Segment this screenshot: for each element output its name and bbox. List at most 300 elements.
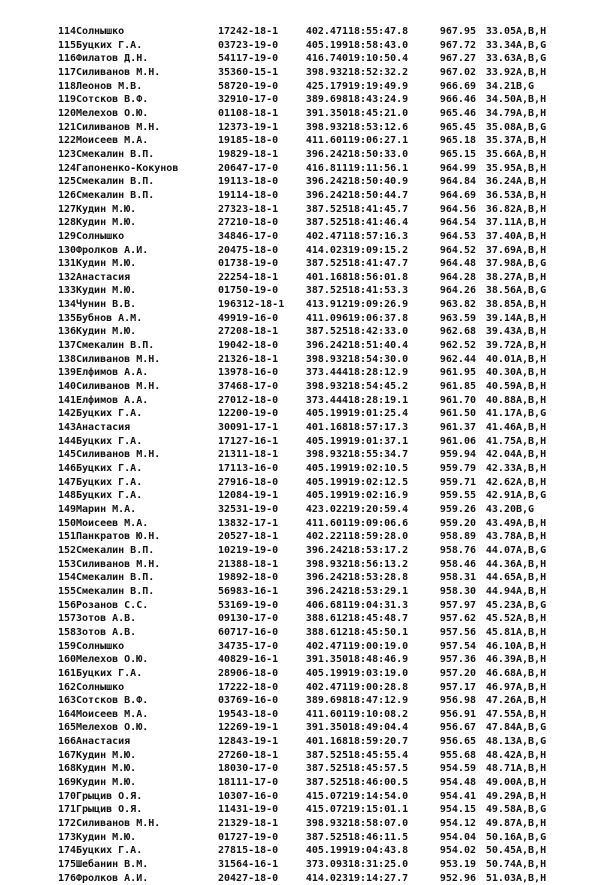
- place-number-cell: 121: [57, 121, 76, 133]
- place-number-cell: 122: [57, 135, 76, 147]
- owner-name-cell: Силиванов М.Н.: [76, 66, 161, 78]
- coefficient-cell: 49.00: [485, 777, 516, 789]
- speed-cell: 961.37: [439, 422, 476, 434]
- coefficient-cell: 38.27: [485, 271, 516, 283]
- arrival-time-cell: 19:15:01.1: [348, 804, 409, 816]
- coefficient-cell: 36.82: [485, 203, 516, 215]
- table-row: [52, 25, 562, 39]
- ring-number-cell: 56983-16-1: [218, 585, 279, 597]
- arrival-time-cell: 19:20:59.4: [348, 503, 409, 515]
- place-number-cell: 157: [57, 613, 76, 625]
- owner-name-cell: Леонов М.В.: [76, 80, 143, 92]
- coefficient-cell: 37.69: [485, 244, 516, 256]
- place-number-cell: 155: [57, 585, 76, 597]
- coefficient-cell: 39.14: [485, 312, 516, 324]
- speed-cell: 965.46: [439, 107, 476, 119]
- owner-name-cell: Силиванов М.Н.: [76, 818, 161, 830]
- owner-name-cell: Елфимов А.А.: [76, 394, 149, 406]
- speed-cell: 967.02: [439, 66, 476, 78]
- coefficient-cell: 42.91: [485, 490, 516, 502]
- owner-name-cell: Кудин М.Ю.: [76, 326, 137, 338]
- table-row: [52, 257, 562, 271]
- table-row: [52, 230, 562, 244]
- arrival-time-cell: 18:50:44.7: [348, 189, 409, 201]
- groups-cell: A,B,H: [516, 66, 547, 78]
- place-number-cell: 173: [57, 831, 76, 843]
- speed-cell: 961.50: [439, 408, 476, 420]
- distance-cell: 405.199: [305, 476, 348, 488]
- speed-cell: 966.46: [439, 94, 476, 106]
- coefficient-cell: 39.43: [485, 326, 516, 338]
- groups-cell: A,B,H: [516, 708, 547, 720]
- coefficient-cell: 47.55: [485, 708, 516, 720]
- ring-number-cell: 01727-19-0: [218, 831, 279, 843]
- ring-number-cell: 196312-18-1: [218, 299, 285, 311]
- table-row: [52, 148, 562, 162]
- groups-cell: A,B,H: [516, 148, 547, 160]
- table-row: [52, 858, 562, 872]
- coefficient-cell: 39.72: [485, 340, 516, 352]
- arrival-time-cell: 18:50:40.9: [348, 176, 409, 188]
- speed-cell: 959.71: [439, 476, 476, 488]
- owner-name-cell: Мелехов О.Ю.: [76, 722, 149, 734]
- speed-cell: 957.97: [439, 599, 476, 611]
- ring-number-cell: 19113-18-0: [218, 176, 279, 188]
- distance-cell: 396.242: [305, 176, 348, 188]
- place-number-cell: 143: [57, 422, 76, 434]
- place-number-cell: 172: [57, 818, 76, 830]
- owner-name-cell: Солнышко: [76, 640, 125, 652]
- ring-number-cell: 20427-18-0: [218, 872, 279, 884]
- ring-number-cell: 27012-18-0: [218, 394, 279, 406]
- groups-cell: B,G: [516, 503, 535, 515]
- ring-number-cell: 12200-19-0: [218, 408, 279, 420]
- place-number-cell: 115: [57, 39, 76, 51]
- speed-cell: 961.06: [439, 435, 476, 447]
- arrival-time-cell: 18:51:40.4: [348, 340, 409, 352]
- speed-cell: 955.68: [439, 749, 476, 761]
- place-number-cell: 116: [57, 53, 76, 65]
- speed-cell: 964.48: [439, 258, 476, 270]
- coefficient-cell: 46.68: [485, 667, 516, 679]
- speed-cell: 954.41: [439, 790, 476, 802]
- distance-cell: 401.168: [305, 422, 348, 434]
- arrival-time-cell: 19:14:27.7: [348, 872, 409, 884]
- arrival-time-cell: 18:49:04.4: [348, 722, 409, 734]
- ring-number-cell: 19892-18-0: [218, 572, 279, 584]
- place-number-cell: 141: [57, 394, 76, 406]
- groups-cell: A,B,H: [516, 244, 547, 256]
- table-row: [52, 162, 562, 176]
- speed-cell: 964.84: [439, 176, 476, 188]
- table-row: [52, 298, 562, 312]
- coefficient-cell: 34.50: [485, 94, 516, 106]
- table-row: [52, 694, 562, 708]
- place-number-cell: 154: [57, 572, 76, 584]
- owner-name-cell: Кудин М.Ю.: [76, 258, 137, 270]
- table-row: [52, 708, 562, 722]
- arrival-time-cell: 18:58:43.0: [348, 39, 409, 51]
- owner-name-cell: Грыцив О.Я.: [76, 790, 143, 802]
- distance-cell: 373.444: [305, 394, 348, 406]
- place-number-cell: 175: [57, 859, 76, 871]
- table-row: [52, 503, 562, 517]
- ring-number-cell: 21388-18-1: [218, 558, 279, 570]
- place-number-cell: 120: [57, 107, 76, 119]
- groups-cell: A,B,H: [516, 531, 547, 543]
- arrival-time-cell: 19:14:54.0: [348, 790, 409, 802]
- arrival-time-cell: 18:53:29.1: [348, 585, 409, 597]
- speed-cell: 967.27: [439, 53, 476, 65]
- distance-cell: 416.740: [305, 53, 348, 65]
- ring-number-cell: 32531-19-0: [218, 503, 279, 515]
- owner-name-cell: Солнышко: [76, 681, 125, 693]
- groups-cell: A,B,H: [516, 572, 547, 584]
- coefficient-cell: 44.07: [485, 544, 516, 556]
- ring-number-cell: 35360-15-1: [218, 66, 279, 78]
- table-row: [52, 667, 562, 681]
- groups-cell: A,B,H: [516, 859, 547, 871]
- groups-cell: A,B,G: [516, 831, 547, 843]
- place-number-cell: 150: [57, 517, 76, 529]
- coefficient-cell: 43.78: [485, 531, 516, 543]
- speed-cell: 958.30: [439, 585, 476, 597]
- table-row: [52, 790, 562, 804]
- arrival-time-cell: 18:53:12.6: [348, 121, 409, 133]
- ring-number-cell: 32910-17-0: [218, 94, 279, 106]
- speed-cell: 954.15: [439, 804, 476, 816]
- table-row: [52, 831, 562, 845]
- coefficient-cell: 44.94: [485, 585, 516, 597]
- table-row: [52, 39, 562, 53]
- owner-name-cell: Зотов А.В.: [76, 626, 137, 638]
- coefficient-cell: 46.97: [485, 681, 516, 693]
- owner-name-cell: Солнышко: [76, 230, 125, 242]
- ring-number-cell: 03769-16-0: [218, 695, 279, 707]
- distance-cell: 388.612: [305, 626, 348, 638]
- arrival-time-cell: 18:58:07.0: [348, 818, 409, 830]
- arrival-time-cell: 18:45:48.7: [348, 613, 409, 625]
- distance-cell: 398.932: [305, 353, 348, 365]
- distance-cell: 387.525: [305, 763, 348, 775]
- arrival-time-cell: 18:55:47.8: [348, 26, 409, 37]
- groups-cell: A,B,G: [516, 804, 547, 816]
- speed-cell: 958.31: [439, 572, 476, 584]
- groups-cell: A,B,H: [516, 312, 547, 324]
- coefficient-cell: 50.74: [485, 859, 516, 871]
- speed-cell: 956.67: [439, 722, 476, 734]
- speed-cell: 954.12: [439, 818, 476, 830]
- speed-cell: 958.76: [439, 544, 476, 556]
- distance-cell: 373.093: [305, 859, 348, 871]
- ring-number-cell: 27208-18-1: [218, 326, 279, 338]
- distance-cell: 398.932: [305, 121, 348, 133]
- place-number-cell: 129: [57, 230, 76, 242]
- speed-cell: 954.59: [439, 763, 476, 775]
- groups-cell: A,B,H: [516, 845, 547, 857]
- arrival-time-cell: 18:47:12.9: [348, 695, 409, 707]
- owner-name-cell: Смекалин В.П.: [76, 572, 155, 584]
- distance-cell: 387.525: [305, 749, 348, 761]
- table-row: [52, 339, 562, 353]
- speed-cell: 957.56: [439, 626, 476, 638]
- distance-cell: 387.525: [305, 831, 348, 843]
- place-number-cell: 163: [57, 695, 76, 707]
- owner-name-cell: Анастасия: [76, 736, 131, 748]
- table-row: [52, 448, 562, 462]
- coefficient-cell: 46.10: [485, 640, 516, 652]
- owner-name-cell: Гапоненко-Кокунов: [76, 162, 179, 174]
- coefficient-cell: 42.04: [485, 449, 516, 461]
- groups-cell: A,B,H: [516, 435, 547, 447]
- ring-number-cell: 21326-18-1: [218, 353, 279, 365]
- coefficient-cell: 36.53: [485, 189, 516, 201]
- table-row: [52, 216, 562, 230]
- speed-cell: 954.04: [439, 831, 476, 843]
- groups-cell: A,B,H: [516, 299, 547, 311]
- distance-cell: 396.242: [305, 340, 348, 352]
- place-number-cell: 118: [57, 80, 76, 92]
- ring-number-cell: 53169-19-0: [218, 599, 279, 611]
- groups-cell: A,B,H: [516, 654, 547, 666]
- distance-cell: 396.242: [305, 585, 348, 597]
- ring-number-cell: 18030-17-0: [218, 763, 279, 775]
- coefficient-cell: 40.01: [485, 353, 516, 365]
- place-number-cell: 128: [57, 217, 76, 229]
- groups-cell: A,B,H: [516, 326, 547, 338]
- place-number-cell: 148: [57, 490, 76, 502]
- groups-cell: A,B,G: [516, 736, 547, 748]
- groups-cell: A,B,H: [516, 217, 547, 229]
- speed-cell: 964.54: [439, 217, 476, 229]
- table-row: [52, 653, 562, 667]
- groups-cell: A,B,H: [516, 162, 547, 174]
- distance-cell: 391.350: [305, 654, 348, 666]
- table-row: [52, 476, 562, 490]
- owner-name-cell: Смекалин В.П.: [76, 585, 155, 597]
- owner-name-cell: Буцких Г.А.: [76, 490, 143, 502]
- distance-cell: 398.932: [305, 449, 348, 461]
- ring-number-cell: 60717-16-0: [218, 626, 279, 638]
- place-number-cell: 153: [57, 558, 76, 570]
- groups-cell: A,B,H: [516, 681, 547, 693]
- place-number-cell: 140: [57, 381, 76, 393]
- distance-cell: 389.698: [305, 94, 348, 106]
- owner-name-cell: Буцких Г.А.: [76, 39, 143, 51]
- owner-name-cell: Солнышко: [76, 26, 125, 37]
- groups-cell: A,B,H: [516, 777, 547, 789]
- owner-name-cell: Буцких Г.А.: [76, 408, 143, 420]
- ring-number-cell: 27815-18-0: [218, 845, 279, 857]
- ring-number-cell: 30091-17-1: [218, 422, 279, 434]
- table-row: [52, 93, 562, 107]
- arrival-time-cell: 18:54:45.2: [348, 381, 409, 393]
- distance-cell: 387.525: [305, 777, 348, 789]
- speed-cell: 965.15: [439, 148, 476, 160]
- distance-cell: 405.199: [305, 39, 348, 51]
- owner-name-cell: Шебанин В.М.: [76, 859, 149, 871]
- groups-cell: A,B,H: [516, 340, 547, 352]
- coefficient-cell: 33.92: [485, 66, 516, 78]
- speed-cell: 956.98: [439, 695, 476, 707]
- distance-cell: 402.471: [305, 640, 348, 652]
- speed-cell: 965.18: [439, 135, 476, 147]
- distance-cell: 416.811: [305, 162, 348, 174]
- coefficient-cell: 44.36: [485, 558, 516, 570]
- owner-name-cell: Анастасия: [76, 271, 131, 283]
- distance-cell: 415.072: [305, 804, 348, 816]
- owner-name-cell: Мелехов О.Ю.: [76, 107, 149, 119]
- arrival-time-cell: 18:54:30.0: [348, 353, 409, 365]
- place-number-cell: 167: [57, 749, 76, 761]
- distance-cell: 405.199: [305, 463, 348, 474]
- owner-name-cell: Панкратов Ю.Н.: [76, 531, 161, 543]
- ring-number-cell: 12084-19-1: [218, 490, 279, 502]
- place-number-cell: 114: [57, 26, 76, 37]
- ring-number-cell: 12269-19-1: [218, 722, 279, 734]
- place-number-cell: 127: [57, 203, 76, 215]
- coefficient-cell: 38.85: [485, 299, 516, 311]
- arrival-time-cell: 18:59:20.7: [348, 736, 409, 748]
- arrival-time-cell: 18:56:01.8: [348, 271, 409, 283]
- groups-cell: A,B,H: [516, 94, 547, 106]
- groups-cell: A,B,H: [516, 230, 547, 242]
- arrival-time-cell: 18:28:19.1: [348, 394, 409, 406]
- arrival-time-cell: 18:52:32.2: [348, 66, 409, 78]
- owner-name-cell: Марин М.А.: [76, 503, 137, 515]
- place-number-cell: 147: [57, 476, 76, 488]
- ring-number-cell: 34735-17-0: [218, 640, 279, 652]
- speed-cell: 959.94: [439, 449, 476, 461]
- owner-name-cell: Буцких Г.А.: [76, 667, 143, 679]
- ring-number-cell: 13832-17-1: [218, 517, 279, 529]
- coefficient-cell: 34.79: [485, 107, 516, 119]
- coefficient-cell: 41.17: [485, 408, 516, 420]
- owner-name-cell: Смекалин В.П.: [76, 340, 155, 352]
- distance-cell: 387.525: [305, 326, 348, 338]
- coefficient-cell: 45.81: [485, 626, 516, 638]
- owner-name-cell: Кудин М.Ю.: [76, 217, 137, 229]
- table-row: [52, 312, 562, 326]
- speed-cell: 967.95: [439, 26, 476, 37]
- speed-cell: 959.55: [439, 490, 476, 502]
- ring-number-cell: 19114-18-0: [218, 189, 279, 201]
- coefficient-cell: 35.37: [485, 135, 516, 147]
- owner-name-cell: Буцких Г.А.: [76, 476, 143, 488]
- table-row: [52, 489, 562, 503]
- place-number-cell: 168: [57, 763, 76, 775]
- distance-cell: 405.199: [305, 667, 348, 679]
- owner-name-cell: Смекалин В.П.: [76, 544, 155, 556]
- place-number-cell: 170: [57, 790, 76, 802]
- table-row: [52, 571, 562, 585]
- owner-name-cell: Силиванов М.Н.: [76, 121, 161, 133]
- coefficient-cell: 45.23: [485, 599, 516, 611]
- arrival-time-cell: 18:45:57.5: [348, 763, 409, 775]
- table-row: [52, 134, 562, 148]
- groups-cell: A,B,H: [516, 763, 547, 775]
- arrival-time-cell: 19:06:27.1: [348, 135, 409, 147]
- place-number-cell: 125: [57, 176, 76, 188]
- speed-cell: 957.36: [439, 654, 476, 666]
- speed-cell: 956.65: [439, 736, 476, 748]
- ring-number-cell: 19185-18-0: [218, 135, 279, 147]
- arrival-time-cell: 19:04:31.3: [348, 599, 409, 611]
- distance-cell: 391.350: [305, 722, 348, 734]
- distance-cell: 391.350: [305, 107, 348, 119]
- distance-cell: 398.932: [305, 558, 348, 570]
- table-row: [52, 844, 562, 858]
- ring-number-cell: 49919-16-0: [218, 312, 279, 324]
- coefficient-cell: 35.08: [485, 121, 516, 133]
- place-number-cell: 119: [57, 94, 76, 106]
- ring-number-cell: 01738-19-0: [218, 258, 279, 270]
- groups-cell: A,B,H: [516, 667, 547, 679]
- groups-cell: A,B,G: [516, 121, 547, 133]
- ring-number-cell: 17242-18-1: [218, 26, 279, 37]
- place-number-cell: 159: [57, 640, 76, 652]
- table-row: [52, 244, 562, 258]
- ring-number-cell: 58720-19-0: [218, 80, 279, 92]
- arrival-time-cell: 18:53:17.2: [348, 544, 409, 556]
- groups-cell: A,B,H: [516, 353, 547, 365]
- owner-name-cell: Кудин М.Ю.: [76, 749, 137, 761]
- speed-cell: 964.28: [439, 271, 476, 283]
- ring-number-cell: 28906-18-0: [218, 667, 279, 679]
- distance-cell: 387.525: [305, 285, 348, 297]
- groups-cell: A,B,G: [516, 544, 547, 556]
- ring-number-cell: 09130-17-0: [218, 613, 279, 625]
- coefficient-cell: 48.13: [485, 736, 516, 748]
- place-number-cell: 160: [57, 654, 76, 666]
- coefficient-cell: 49.29: [485, 790, 516, 802]
- ring-number-cell: 11431-19-0: [218, 804, 279, 816]
- arrival-time-cell: 18:57:17.3: [348, 422, 409, 434]
- groups-cell: A,B,G: [516, 285, 547, 297]
- arrival-time-cell: 18:50:33.0: [348, 148, 409, 160]
- owner-name-cell: Фролков А.И.: [76, 872, 149, 884]
- coefficient-cell: 37.40: [485, 230, 516, 242]
- groups-cell: A,B,G: [516, 258, 547, 270]
- arrival-time-cell: 18:43:24.9: [348, 94, 409, 106]
- table-row: [52, 407, 562, 421]
- speed-cell: 964.53: [439, 230, 476, 242]
- table-row: [52, 626, 562, 640]
- place-number-cell: 131: [57, 258, 76, 270]
- coefficient-cell: 37.98: [485, 258, 516, 270]
- distance-cell: 389.698: [305, 695, 348, 707]
- owner-name-cell: Грыцив О.Я.: [76, 804, 143, 816]
- speed-cell: 966.69: [439, 80, 476, 92]
- coefficient-cell: 38.56: [485, 285, 516, 297]
- place-number-cell: 165: [57, 722, 76, 734]
- table-row: [52, 284, 562, 298]
- place-number-cell: 133: [57, 285, 76, 297]
- arrival-time-cell: 18:31:25.0: [348, 859, 409, 871]
- groups-cell: B,G: [516, 80, 535, 92]
- table-row: [52, 107, 562, 121]
- distance-cell: 388.612: [305, 613, 348, 625]
- arrival-time-cell: 19:09:26.9: [348, 299, 409, 311]
- groups-cell: A,B,H: [516, 176, 547, 188]
- coefficient-cell: 33.05: [485, 26, 516, 37]
- ring-number-cell: 40829-16-1: [218, 654, 279, 666]
- coefficient-cell: 49.58: [485, 804, 516, 816]
- distance-cell: 402.471: [305, 230, 348, 242]
- distance-cell: 398.932: [305, 381, 348, 393]
- speed-cell: 964.69: [439, 189, 476, 201]
- ring-number-cell: 10219-19-0: [218, 544, 279, 556]
